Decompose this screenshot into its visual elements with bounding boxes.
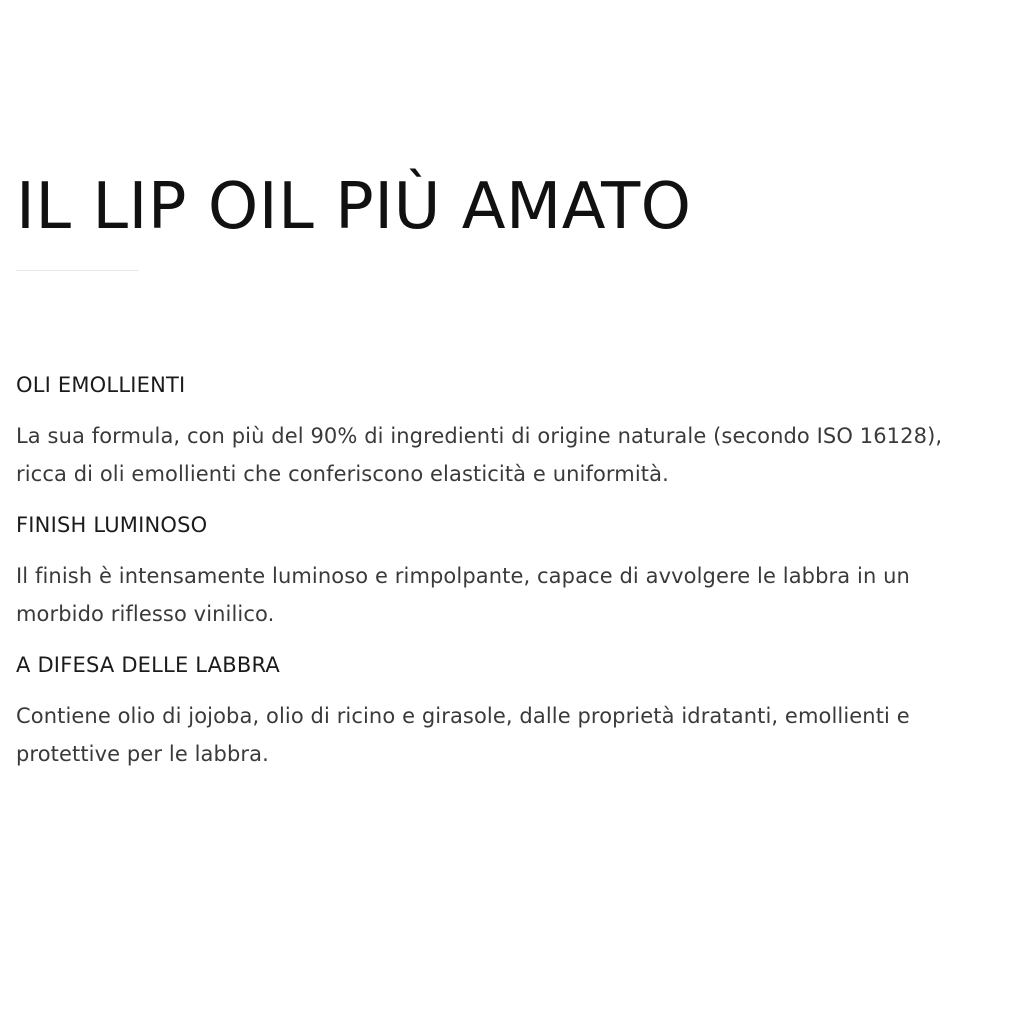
section-body: La sua formula, con più del 90% di ingredienti di origine naturale (secondo ISO 16128), ricca di oli emollienti che conferiscono elasticità e uniformità.: [16, 424, 943, 486]
section-body: Contiene olio di jojoba, olio di ricino e girasole, dalle proprietà idratanti, emollienti e protettive per le labbra.: [16, 704, 910, 766]
section-heading: A DIFESA DELLE LABBRA: [16, 653, 280, 677]
section-heading: OLI EMOLLIENTI: [16, 373, 186, 397]
page-title: IL LIP OIL PIÙ AMATO: [16, 170, 692, 244]
title-divider: [16, 270, 138, 271]
section-heading: FINISH LUMINOSO: [16, 513, 208, 537]
feature-list: [16, 365, 996, 773]
feature-section-luminous-finish: [16, 505, 996, 633]
feature-section-lip-protection: [16, 645, 996, 773]
section-body: Il finish è intensamente luminoso e rimpolpante, capace di avvolgere le labbra in un morbido riflesso vinilico.: [16, 564, 910, 626]
feature-section-emollient-oils: [16, 365, 996, 493]
